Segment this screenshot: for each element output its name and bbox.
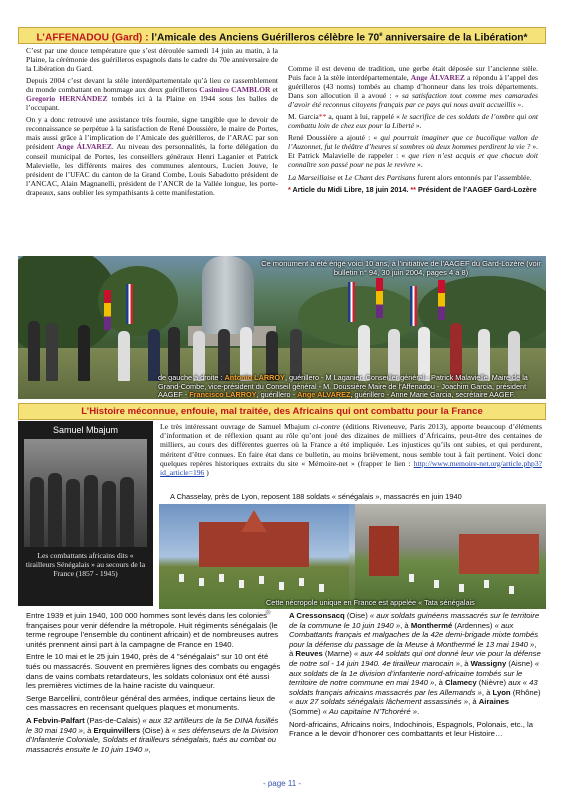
text: , à [400, 620, 411, 630]
book-cover [18, 421, 153, 606]
article2-intro [160, 422, 542, 480]
text: , guérillero - Anne Marie Garcia, secrétaire AAGEF. [350, 390, 516, 399]
article-title-end: anniversaire de la Libération* [382, 32, 528, 44]
grave-marker [279, 582, 284, 590]
quote: le sacrifice de ces soldats de l’ombre qui ont combattu loin de chez eux pour la Liberté [288, 112, 538, 131]
paragraph: Entre le 10 mai et le 25 juin 1940, près de 4 "sénégalais" sur 10 ont été tués ou massacrés. Souvent en premières lignes des combats ou engagés dans de vains combats retardateurs, les soldats coloniaux ont été aussi les premières victimes de la haine raciste du vainqueur. [26, 652, 281, 691]
text: ci-contre [312, 422, 340, 431]
article2-left-column [26, 611, 281, 757]
text: , guérillero - M Laganier, Conseiller général - Patrick Malavielle, Maire de la Grand-Combe, vice-président du Conseil général - M. Doussière Maire de l’Affenadou - Joachim Garcia, président AAGEF - [158, 373, 528, 399]
text: (Oise) [344, 611, 370, 620]
flag [376, 278, 383, 318]
page-number: - page 11 - [262, 779, 302, 788]
text: René Doussière a ajouté : « [288, 133, 381, 143]
flag [126, 284, 133, 324]
grave-marker [299, 578, 304, 586]
flag [410, 286, 417, 326]
place-name: Clamecy [444, 678, 477, 688]
soldier-figure [66, 479, 80, 547]
person-name: Ange ÁLVAREZ [410, 73, 465, 83]
text: tombés ici à la Plaine en 1944 sous les balles de l’occupant. [26, 94, 278, 113]
paragraph [288, 133, 538, 169]
place-name: Airaines [478, 697, 510, 707]
quote: « aux 32 artilleurs de la 5e DINA fusillés le 30 mai 1940 » [26, 715, 279, 735]
place-name: A Cressonsacq [289, 611, 345, 620]
tata-tower [369, 526, 399, 576]
text: . Au niveau des personnalités, la forte délégation du conseil municipal de Portes, les conseillers généraux Henri Laganier et Patrick Malevielle, les différents maires des communes alentours, Lucien Jouve, le président de l’UFAC du canton de la Grand Combe, Louis Sabadotto président de l’ANCAC, Alain Magnanelli, président de l’ANCR de la Vallée longue, les porte-drapeaux, sans oublier les sympathisants à cette manifestation. [26, 142, 278, 197]
article-title-banner [18, 27, 546, 44]
place-name: Reuves [295, 649, 323, 659]
grave-marker [484, 580, 489, 588]
quote: « aux soldats de la 1e division d’infanterie nord-africaine tombés sur le territoire de notre commune en mai 1940 » [289, 658, 540, 688]
text: (Ardennes) [452, 620, 495, 630]
quote: « Au capitaine N’Tchoréré » [322, 706, 418, 716]
text: M. Garcia [288, 112, 319, 122]
paragraph: Nord-africains, Africains noirs, Indochinois, Espagnols, Polonais, etc., la France a le devoir d’honorer ces combattants et leur Histoire… [289, 719, 533, 739]
article2-title: L’Histoire méconnue, enfouie, mal traitée, des Africains qui ont combattu pour la France [81, 406, 483, 417]
place-name: Wassigny [470, 658, 507, 668]
quote: « aux Combattants français et malgaches de la 42e demi-brigade mixte tombés pour la défense du passage de la Meuse à Monthermé le 13 mai 1940 » [289, 620, 539, 649]
text: Le très intéressant ouvrage de Samuel Mbajum [160, 422, 313, 431]
footnote [288, 185, 538, 194]
text: (Oise) à [140, 725, 172, 735]
text: Article du Midi Libre, 18 juin 2014. [290, 184, 411, 194]
grave-marker [509, 586, 514, 594]
quote: qui pourrait imaginer que ce bucolique vallon de l’Auzonnet, fut le théâtre d’heures si sombres où deux hommes perdirent la vie ? [288, 133, 538, 152]
book-author: Samuel Mbajum [52, 425, 119, 435]
text: et [270, 85, 278, 95]
paragraph [288, 112, 538, 130]
text: (Marne) [322, 649, 354, 659]
soldier-figure [48, 473, 62, 547]
paragraph: Entre 1939 et juin 1940, 100 000 hommes sont levés dans les colonies françaises pour venir défendre la métropole. Huit régiments sénégalais (le terme regroupe l’ensemble du continent africain) et de nombreuses autres unités prennent ainsi part à la campagne de France en 1940. [26, 611, 279, 649]
ceremony-photo [18, 256, 546, 399]
paragraph [288, 64, 538, 109]
text: (Aisne) [506, 658, 535, 668]
text: . [417, 706, 420, 716]
quote: « sa satisfaction tout comme mes camarades d’avoir été reconnus citoyens français par ce pays qui nous avait accueillis » [288, 91, 538, 110]
paragraph [160, 422, 542, 477]
text: , [148, 744, 151, 754]
article1-right-column [288, 46, 538, 197]
person-figure [28, 321, 40, 381]
grave-marker [219, 574, 224, 582]
text: Comme il est devenu de tradition, une gerbe était déposée sur l’ancienne stèle. Puis face à la stèle interdépartementale, [288, 64, 538, 83]
paragraph: Serge Barcellini, contrôleur général des armées, indique certains lieux de ces massacres en recensant quelques plaques et monuments. [26, 693, 276, 713]
paragraph [288, 173, 538, 182]
book-cover-photo [24, 439, 147, 547]
person-figure [78, 325, 90, 381]
text: , à [468, 697, 479, 707]
quote: « aux soldats guinéens massacrés sur le territoire de la commune le 10 juin 1940 » [289, 611, 540, 630]
grave-marker [459, 584, 464, 592]
text: ». Et Patrick Malavielle de rappeler : « [288, 142, 539, 161]
text: ». [413, 121, 422, 131]
text: , à [82, 725, 94, 735]
grave-marker [239, 580, 244, 588]
text: Président de l’AAGEF Gard-Lozère [415, 184, 537, 194]
quote: « aux 27 soldats sénégalais lâchement assassinés » [289, 697, 469, 707]
text: , à [459, 658, 471, 668]
person-name: Ange ALVAREZ [297, 390, 351, 399]
footnote-marker: ** [318, 112, 327, 122]
text: Depuis 2004 c’est devant la stèle interdépartementale qu’à lieu ce rassemblement du monde combattant en hommage aux deux guérilleros [26, 76, 278, 95]
soldier-figure [102, 481, 116, 547]
place-name: Erquinvillers [93, 725, 141, 735]
place-name: A Febvin-Palfart [26, 715, 85, 725]
quote: « aux 44 soldats qui ont donné leur vie pour la défense de notre sol - 14 juin 1940. 4e tirailleur marocain » [289, 649, 541, 668]
text: a, quant à lui, rappelé « [326, 112, 402, 122]
memoire-net-link[interactable]: http://www.memoire-net.org/article.php3?id_article=196 [160, 458, 542, 478]
text: On y a donc retrouvé une assistance très fournie, signe tangible que le devoir de reconnaissance se perpétue à la satisfaction de René Doussière, le maire de Portes, mais aussi grâce à l’implication de l’Amicale des guérilleros, de l’ARAC par son président [26, 115, 278, 152]
text: , guérillero - [256, 390, 298, 399]
person-name: Antonio LARROY [224, 373, 285, 382]
article2-title-banner [18, 403, 546, 420]
text: et [335, 172, 345, 182]
monument-stone [202, 256, 254, 334]
footnote-marker: * [288, 184, 291, 194]
tata-wall [459, 534, 539, 574]
chasselay-caption: A Chasselay, près de Lyon, reposent 188 soldats « sénégalais », massacrés en juin 1940 [170, 492, 462, 501]
article-title-text: l’Amicale des Anciens Guérilleros célèbre le 70 [151, 32, 380, 44]
flag [348, 282, 355, 322]
person-figure [118, 331, 130, 381]
person-figure [46, 323, 58, 381]
text: (Pas-de-Calais) [84, 715, 143, 725]
quote: que rien n’est acquis et que chacun doit connaître son passé pour ne pas le revivre [288, 151, 538, 170]
text: , à [434, 678, 445, 688]
footnote-marker: ** [410, 184, 416, 194]
text: ». [415, 160, 423, 170]
text: . [521, 100, 524, 110]
photo-caption-bottom [158, 374, 546, 399]
grave-marker [319, 584, 324, 592]
flag [104, 290, 111, 330]
paragraph [289, 611, 541, 717]
song-title: La Marseillaise [288, 172, 336, 182]
grave-marker [409, 574, 414, 582]
person-name: Gregorio HERNÁNDEZ [26, 94, 108, 104]
soldier-figure [84, 475, 98, 547]
place-name: Lyon [492, 687, 511, 697]
photo-caption-top: Ce monument a été érigé voici 10 ans, à l’initiative de l’AAGEF du Gard-Lozère (voir bulletin n° 94, 30 juin 2004, pages 4 à 8) [261, 259, 541, 278]
book-title: Les combattants africains dits « tirailleurs Sénégalais » au secours de la France (1857 - 1945) [25, 551, 146, 578]
flag [438, 280, 445, 320]
quote: aux « 43 soldats français africains massacrés par les Allemands » [289, 678, 538, 697]
article-title-location: L’AFFENADOU (Gard) : [36, 32, 152, 44]
article1-left-column [26, 46, 278, 200]
text: , à [289, 639, 537, 659]
grave-marker [434, 580, 439, 588]
text: (Rhône) [510, 687, 541, 697]
quote: « ses défenseurs de la Division d’Infanterie Coloniale, Soldats et tirailleurs sénégalais, tués au combat ou massacrés ensuite le 10 juin 1940 » [26, 725, 279, 754]
article-title-sup: e [379, 32, 383, 38]
person-name: Ange ÁLVAREZ [56, 142, 112, 152]
grave-marker [199, 578, 204, 586]
person-name: Francisco LARROY [189, 390, 257, 399]
song-title: Le Chant des Partisans [344, 172, 416, 182]
text: a répondu à l’appel des guérilleros (43 noms) tombés au champ d’honneur dans les trois départements. Dans son allocution il a avoué : [288, 73, 538, 101]
paragraph [26, 115, 278, 196]
tata-caption: Cette nécropole unique en France est appelée « Tata sénégalais » [266, 598, 475, 616]
paragraph: C’est par une douce température que s’est déroulée samedi 14 juin au matin, à la Plaine, la cérémonie des guérilleros espagnols dans le cadre du 70e anniversaire de la Libération du Gard. [26, 46, 278, 74]
place-name: Monthermé [410, 620, 453, 630]
text: (Somme) [289, 706, 323, 716]
tata-senegalais-photo [159, 504, 546, 609]
text: (éditions Riveneuve, Paris 2013), apporte beaucoup d’éléments d’information et de réflexion quant au rôle qu’ont joué des dizaines de milliers d’Africains, peut-être des centaines de milliers, au cours des différentes guerres où la France a été impliquée. Les injustices qu’ils ont subies, et qui perdurent, méritent d’être connues. En faire état dans ce bulletin, au moins brièvement, nous semble tout à fait pertinent. Voici donc quelques repères historiques extraits du site « Mémoire-net » (frapper le lien : [160, 422, 542, 468]
soldier-figure [30, 477, 44, 547]
text: ) [204, 468, 209, 478]
paragraph [26, 76, 278, 112]
text: furent alors entonnés par l’assemblée. [415, 172, 532, 182]
paragraph [26, 716, 281, 754]
text: (Nièvre) [476, 678, 509, 688]
text: de gauche à droite : [158, 373, 225, 382]
soldier-figure [120, 477, 134, 547]
text: , à [481, 687, 493, 697]
grave-marker [259, 576, 264, 584]
grave-marker [179, 574, 184, 582]
article2-right-column [289, 611, 541, 742]
person-name: Casimiro CAMBLOR [199, 85, 271, 95]
